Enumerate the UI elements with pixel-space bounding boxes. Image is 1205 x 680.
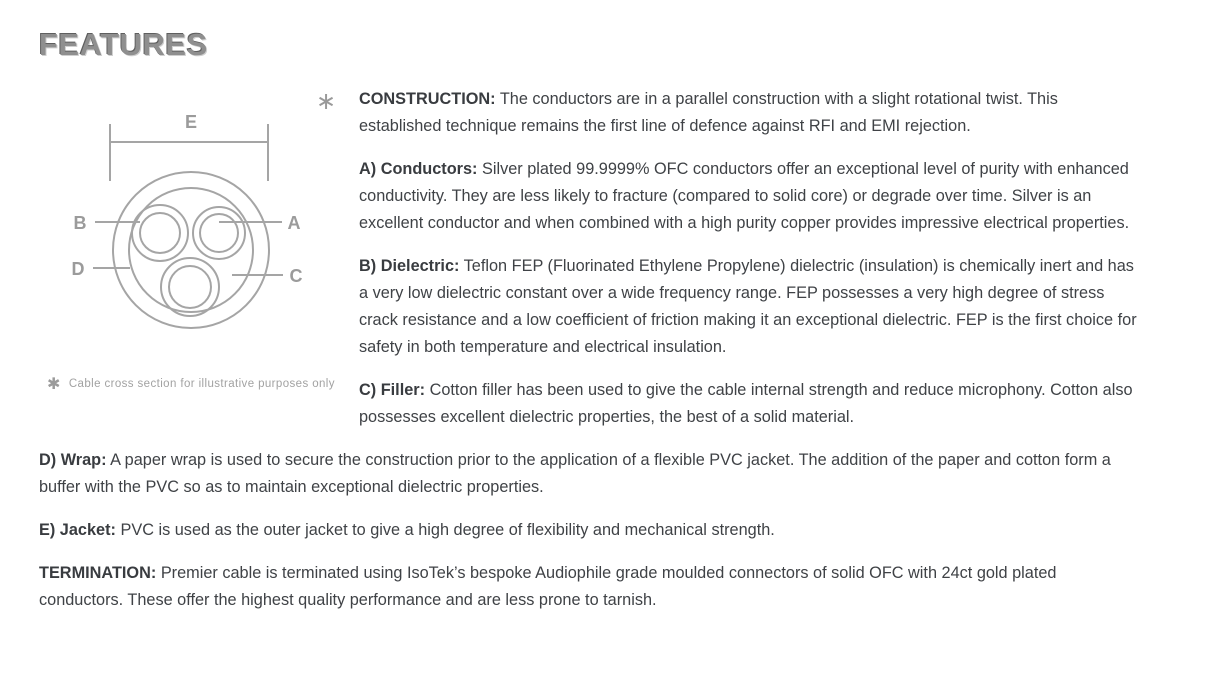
outer-jacket-circle bbox=[113, 172, 269, 328]
diagram-linework bbox=[93, 124, 283, 328]
diagram-label-a: A bbox=[287, 213, 301, 233]
conductor-core-top-left bbox=[140, 213, 180, 253]
paragraph-label: D) Wrap: bbox=[39, 451, 107, 469]
paragraph-text: Premier cable is terminated using IsoTek’s bespoke Audiophile grade moulded connectors of solid OFC with 24ct gold plated conductors. These offer the highest quality performance and are less prone to tarnish. bbox=[39, 564, 1057, 609]
features-content bbox=[39, 86, 1141, 614]
asterisk-icon: ∗ bbox=[316, 88, 337, 115]
paragraph-text: Teflon FEP (Fluorinated Ethylene Propylene) dielectric (insulation) is chemically inert and has a very low dielectric constant over a wide frequency range. FEP possesses a very high degree of stress crack resistance and a low coefficient of friction making it an exceptional dielectric. FEP is the first choice for safety in both temperature and electrical insulation. bbox=[359, 257, 1137, 356]
paragraph-text: The conductors are in a parallel construction with a slight rotational twist. This established technique remains the first line of defence against RFI and EMI rejection. bbox=[359, 90, 1058, 135]
paragraph-text: A paper wrap is used to secure the construction prior to the application of a flexible PVC jacket. The addition of the paper and cotton form a buffer with the PVC so as to maintain exceptional dielectric properties. bbox=[39, 451, 1111, 496]
cable-cross-section-svg bbox=[39, 86, 359, 336]
paragraph-label: A) Conductors: bbox=[359, 160, 478, 178]
diagram-label-d: D bbox=[71, 259, 85, 279]
diagram-footnote-text: Cable cross section for illustrative purposes only bbox=[68, 378, 335, 390]
paragraph-label: CONSTRUCTION: bbox=[359, 90, 496, 108]
diagram-label-e: E bbox=[184, 112, 198, 132]
paragraph-jacket bbox=[39, 517, 1141, 544]
paragraph-text: Silver plated 99.9999% OFC conductors offer an exceptional level of purity with enhanced conductivity. They are less likely to fracture (compared to solid core) or degrade over time. Silver is an excellent conductor and when combined with a high purity copper provides impressive electrical properties. bbox=[359, 160, 1130, 232]
paragraph-text: Cotton filler has been used to give the cable internal strength and reduce microphony. Cotton also possesses excellent dielectric properties, the best of a solid material. bbox=[359, 381, 1133, 426]
asterisk-icon: ✱ bbox=[47, 376, 61, 393]
conductor-core-top-right bbox=[200, 214, 238, 252]
page-title: FEATURES bbox=[39, 27, 208, 62]
diagram-footnote bbox=[39, 377, 359, 392]
diagram-label-c: C bbox=[289, 266, 303, 286]
diagram-label-b: B bbox=[73, 213, 87, 233]
paragraph-termination bbox=[39, 560, 1141, 614]
paper-wrap-circle bbox=[129, 188, 253, 312]
conductor-core-bottom bbox=[169, 266, 211, 308]
paragraph-label: TERMINATION: bbox=[39, 564, 157, 582]
paragraph-label: B) Dielectric: bbox=[359, 257, 460, 275]
paragraph-label: C) Filler: bbox=[359, 381, 426, 399]
paragraph-label: E) Jacket: bbox=[39, 521, 116, 539]
paragraph-wrap bbox=[39, 447, 1141, 501]
cable-cross-section-diagram bbox=[39, 86, 359, 438]
paragraph-text: PVC is used as the outer jacket to give a high degree of flexibility and mechanical strength. bbox=[120, 521, 775, 539]
